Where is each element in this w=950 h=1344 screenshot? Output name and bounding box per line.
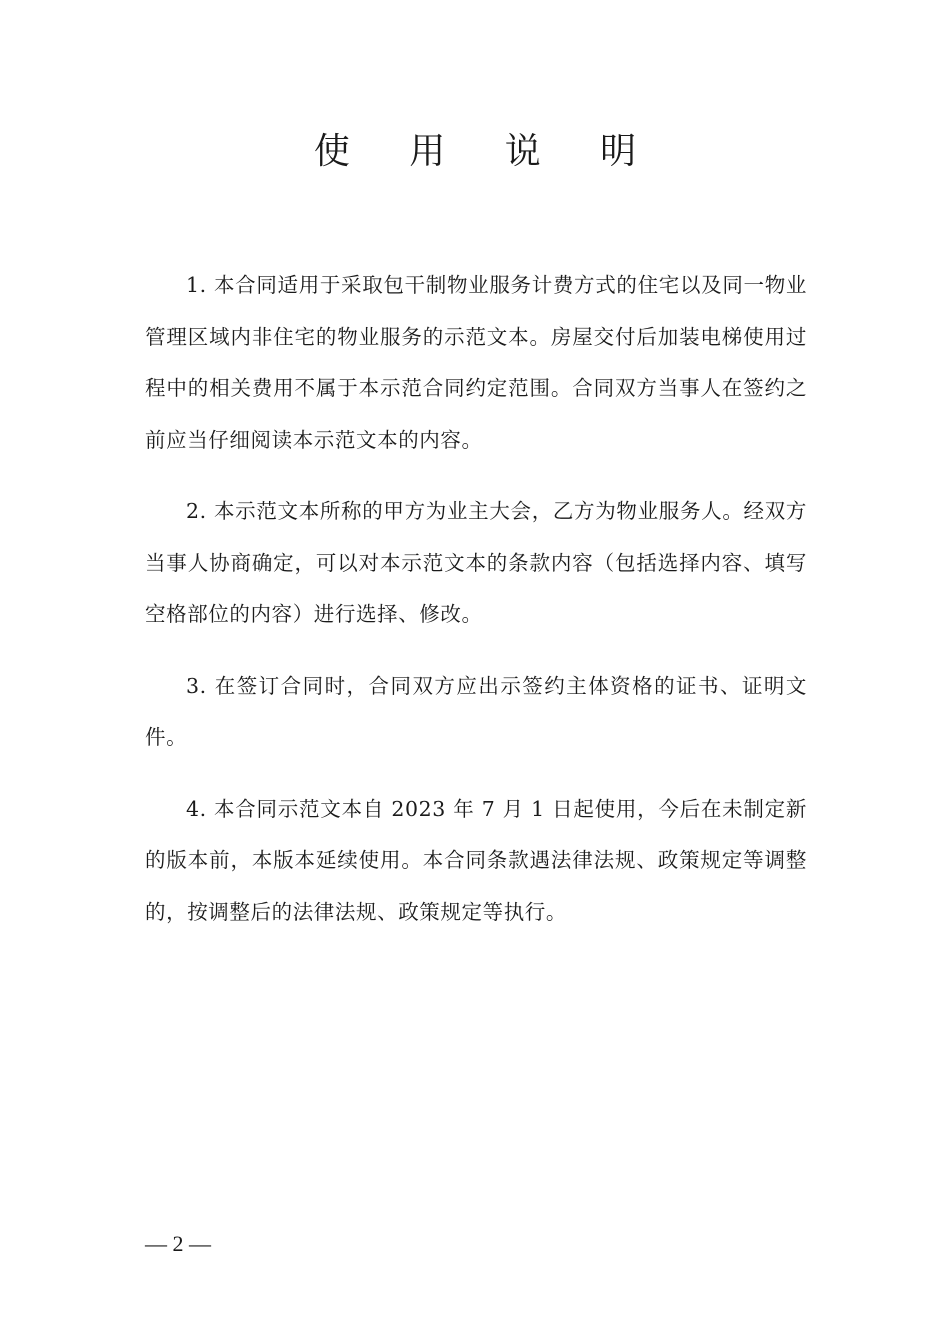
document-body [145, 260, 807, 958]
paragraph-3: 3. 在签订合同时，合同双方应出示签约主体资格的证书、证明文件。 [145, 673, 807, 749]
paragraph-4: 4. 本合同示范文本自 2023 年 7 月 1 日起使用，今后在未制定新的版本前，本版本延续使用。本合同条款遇法律法规、政策规定等调整的，按调整后的法律法规、政策规定等执行。 [145, 796, 807, 924]
paragraph-1: 1. 本合同适用于采取包干制物业服务计费方式的住宅以及同一物业管理区域内非住宅的物业服务的示范文本。房屋交付后加装电梯使用过程中的相关费用不属于本示范合同约定范围。合同双方当事人在签约之前应当仔细阅读本示范文本的内容。 [145, 273, 807, 452]
page-title: 使 用 说 明 [313, 131, 661, 172]
page-number: — 2 — [145, 1231, 211, 1256]
paragraph-2: 2. 本示范文本所称的甲方为业主大会，乙方为物业服务人。经双方当事人协商确定，可以对本示范文本的条款内容（包括选择内容、填写空格部位的内容）进行选择、修改。 [145, 499, 807, 626]
